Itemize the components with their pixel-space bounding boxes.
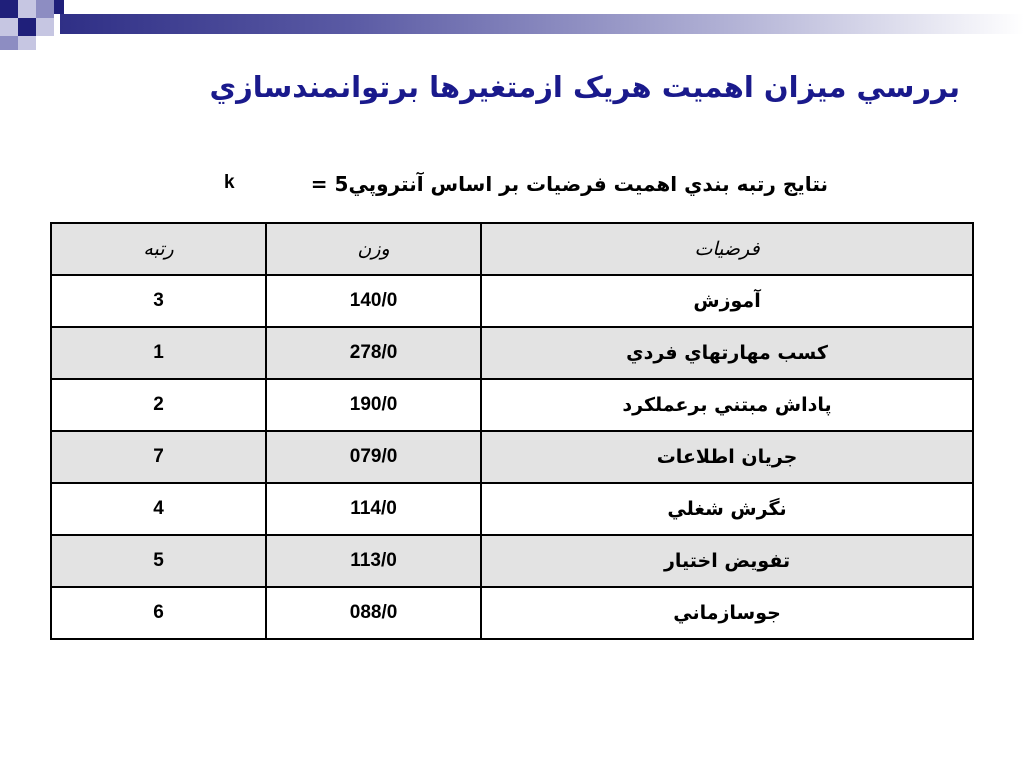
decor-square-icon: [54, 0, 64, 14]
hypothesis-cell: آموزش: [481, 275, 973, 327]
k-symbol: k: [224, 172, 235, 193]
header-gradient-bar: [60, 14, 1024, 34]
table-row: [51, 327, 973, 379]
rank-cell: 2: [51, 379, 266, 431]
rank-cell: 4: [51, 483, 266, 535]
hypothesis-cell: نگرش شغلي: [481, 483, 973, 535]
table-header-row: [51, 223, 973, 275]
table-caption: نتايج رتبه بندي اهميت فرضيات بر اساس آنتروپي5 =: [310, 172, 828, 196]
decor-square-icon: [0, 0, 18, 18]
decor-square-icon: [0, 36, 18, 50]
table-row: [51, 535, 973, 587]
weight-cell: 190/0: [266, 379, 481, 431]
weight-cell: 114/0: [266, 483, 481, 535]
hypothesis-cell: جريان اطلاعات: [481, 431, 973, 483]
rank-cell: 3: [51, 275, 266, 327]
weight-cell: 278/0: [266, 327, 481, 379]
decor-square-icon: [18, 18, 36, 36]
hypothesis-cell: جوسازماني: [481, 587, 973, 639]
header-weight: وزن: [266, 223, 481, 275]
weight-cell: 140/0: [266, 275, 481, 327]
hypothesis-cell: کسب مهارتهاي فردي: [481, 327, 973, 379]
decor-square-icon: [36, 18, 54, 36]
table-row: [51, 275, 973, 327]
table-row: [51, 379, 973, 431]
weight-cell: 113/0: [266, 535, 481, 587]
decor-square-icon: [18, 36, 36, 50]
header-rank: رتبه: [51, 223, 266, 275]
decor-square-icon: [18, 0, 36, 18]
weight-cell: 079/0: [266, 431, 481, 483]
hypothesis-cell: پاداش مبتني برعملکرد: [481, 379, 973, 431]
rank-cell: 6: [51, 587, 266, 639]
rank-cell: 5: [51, 535, 266, 587]
table-row: [51, 483, 973, 535]
weight-cell: 088/0: [266, 587, 481, 639]
rank-cell: 1: [51, 327, 266, 379]
header-hypotheses: فرضيات: [481, 223, 973, 275]
rank-cell: 7: [51, 431, 266, 483]
table-row: [51, 587, 973, 639]
table-row: [51, 431, 973, 483]
hypothesis-cell: تفويض اختيار: [481, 535, 973, 587]
ranking-table: [50, 222, 974, 640]
page-title: بررسي ميزان اهميت هريک ازمتغيرها برتوانمندسازي: [209, 70, 960, 104]
decor-square-icon: [36, 0, 54, 18]
decor-square-icon: [0, 18, 18, 36]
